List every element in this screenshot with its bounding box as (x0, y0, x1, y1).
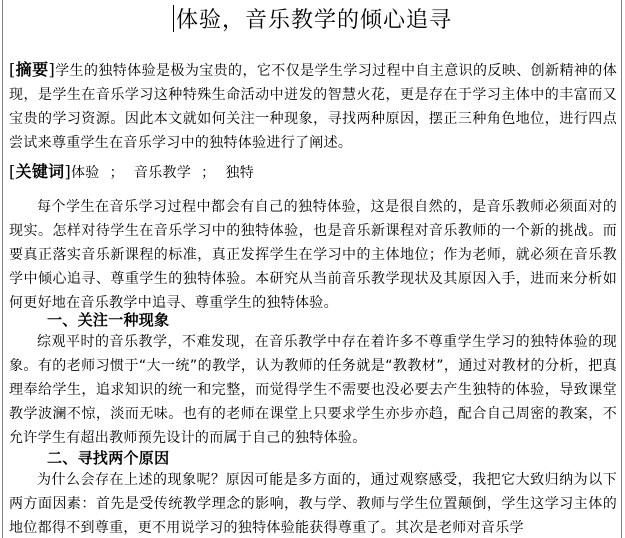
keyword-separator: ； (109, 165, 124, 181)
keywords-label: [关键词] (9, 162, 71, 181)
abstract-label: [摘要] (9, 60, 56, 79)
page-left-border (2, 0, 3, 538)
abstract-label-text: 摘要 (15, 60, 49, 79)
document-title[interactable]: 体验，音乐教学的倾心追寻 (175, 8, 452, 33)
keywords-paragraph[interactable] (9, 160, 617, 185)
text-cursor (173, 5, 174, 32)
section-2-paragraph[interactable]: 为什么会存在上述的现象呢？原因可能是多方面的，通过观察感受，我把它大致归纳为以下两方面因素：首先是受传统教学理念的影响，教与学、教师与学生位置颠倒，学生这学习主体的地位都得不到尊重，更不用说学习的独特体验能获得尊重了。其次是老师对音乐学 (9, 472, 617, 536)
keyword-item: 音乐教学 (133, 165, 192, 181)
section-1-paragraph[interactable]: 综观平时的音乐教学，不难发现，在音乐教学中存在着许多不尊重学生学习的独特体验的现象。有的老师习惯于“大一统”的教学，认为教师的任务就是“教教材”，通过对教材的分析，把真理奉给学生，追求知识的统一和完整，而觉得学生不需要也没必要去产生独特的体验，导致课堂教学波澜不惊，淡而无味。也有的老师在课堂上只要求学生亦步亦趋，配合自己周密的教案，不允许学生有超出教师预先设计的而属于自己的独特体验。 (9, 334, 617, 446)
intro-paragraph[interactable]: 每个学生在音乐学习过程中都会有自己的独特体验，这是很自然的，是音乐教师必须面对的现实。怎样对待学生在音乐学习中的独特体验，也是音乐新课程对音乐教师的一个新的挑战。而要真正落实音乐新课程的标准，真正发挥学生在学习中的主体地位；作为老师，就必须在音乐教学中倾心追寻、尊重学生的独特体验。本研究从当前音乐教学现状及其原因入手，进而来分析如何更好地在音乐教学中追寻、尊重学生的独特体验。 (9, 199, 617, 311)
abstract-text: 学生的独特体验是极为宝贵的，它不仅是学生学习过程中自主意识的反映、创新精神的体现，是学生在音乐学习这种特殊生命活动中迸发的智慧火花，更是存在于学习主体中的丰富而又宝贵的学习资源。因此本文就如何关注一种现象，寻找两种原因，摆正三种角色地位，进行四点尝试来尊重学生在音乐学习中的独特体验进行了阐述。 (9, 63, 617, 151)
keyword-separator: ； (201, 165, 216, 181)
keyword-item: 独特 (225, 165, 255, 181)
title-row (0, 4, 625, 38)
abstract-paragraph[interactable] (9, 58, 617, 155)
keywords-label-text: 关键词 (15, 162, 65, 181)
section-heading-1[interactable]: 一、关注一种现象 (47, 311, 170, 329)
section-heading-2[interactable]: 二、寻找两个原因 (47, 449, 170, 467)
keyword-item: 体验 (71, 165, 100, 181)
